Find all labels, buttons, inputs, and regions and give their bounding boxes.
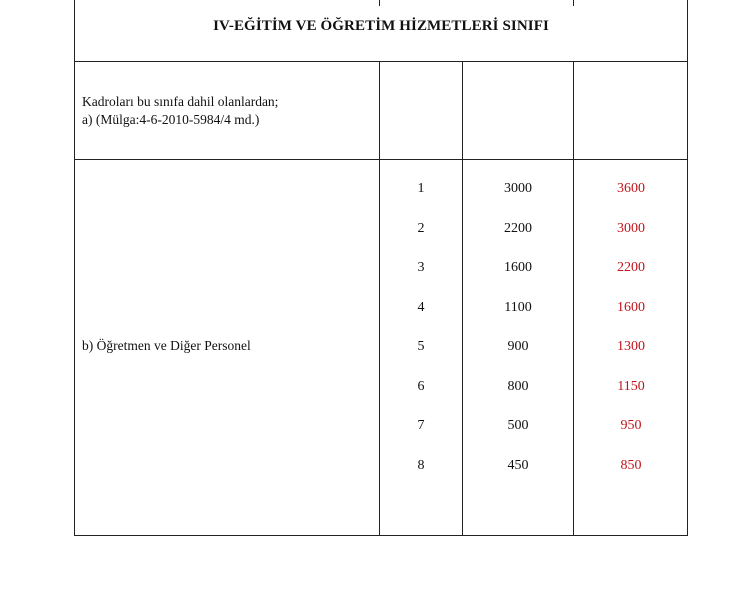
new-value-cell: 2200 [617, 260, 645, 275]
old-value-cell: 2200 [504, 220, 532, 236]
grade-cell: 1 [417, 181, 425, 196]
table-border-left [74, 0, 75, 536]
note-line-2: a) (Mülga:4-6-2010-5984/4 md.) [82, 112, 260, 127]
new-value-cell: 850 [620, 457, 642, 473]
grade-cell: 6 [417, 378, 425, 394]
table [74, 0, 688, 536]
section-title: IV-EĞİTİM VE ÖĞRETİM HİZMETLERİ SINIFI [213, 18, 549, 34]
old-value-cell: 500 [507, 418, 529, 433]
table-border-bottom [74, 535, 688, 536]
grade-column [380, 180, 462, 496]
new-value-cell: 1300 [617, 339, 645, 354]
grade-cell: 5 [417, 339, 425, 354]
grade-cell: 3 [417, 260, 425, 275]
old-value-cell: 450 [507, 457, 529, 473]
row-b-label: b) Öğretmen ve Diğer Personel [82, 338, 251, 353]
new-value-cell: 1150 [617, 378, 645, 394]
new-value-column [574, 180, 688, 496]
top-stub-left [379, 0, 380, 6]
new-value-cell: 950 [620, 418, 642, 433]
new-value-cell: 3000 [617, 220, 645, 236]
old-value-column [463, 180, 573, 496]
note-line-1: Kadroları bu sınıfa dahil olanlardan; [82, 94, 279, 109]
old-value-cell: 1600 [504, 260, 532, 275]
grade-cell: 8 [417, 457, 425, 473]
grade-cell: 2 [417, 220, 425, 236]
table-border-row-a-bottom [74, 159, 688, 160]
table-border-title-bottom [74, 61, 688, 62]
old-value-cell: 1100 [504, 299, 532, 315]
new-value-cell: 3600 [617, 181, 645, 196]
new-value-cell: 1600 [617, 299, 645, 315]
old-value-cell: 900 [507, 339, 529, 354]
old-value-cell: 800 [507, 378, 529, 394]
grade-cell: 7 [417, 418, 425, 433]
top-stub-right [573, 0, 574, 6]
old-value-cell: 3000 [504, 181, 532, 196]
section-note [82, 93, 278, 129]
grade-cell: 4 [417, 299, 425, 315]
